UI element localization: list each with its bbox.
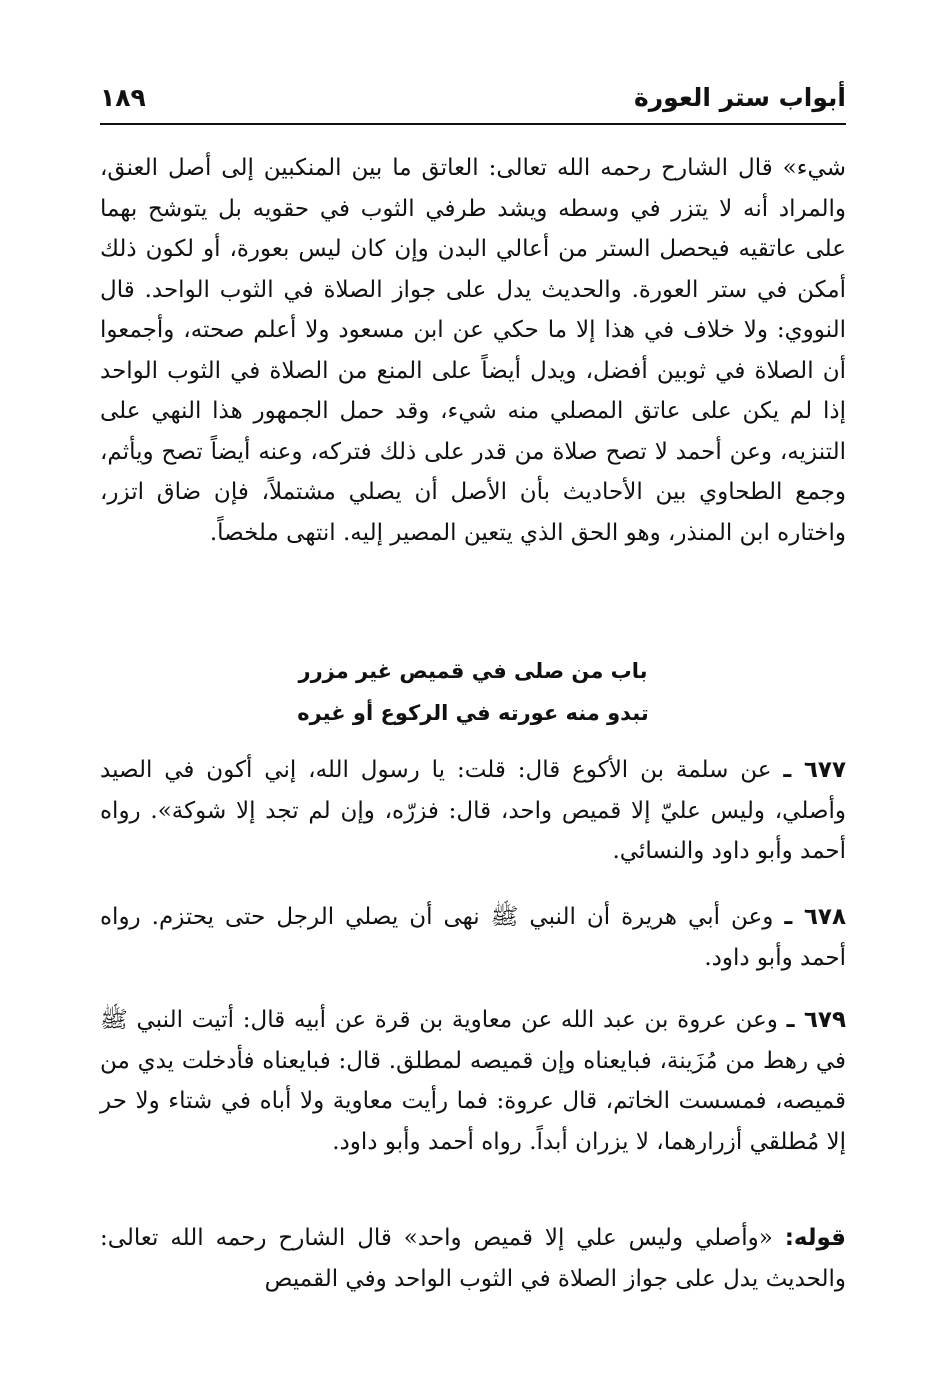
chapter-heading-line-1: باب من صلى في قميص غير مزرر [298,659,648,683]
hadith-677 [100,750,846,872]
hadith-678 [100,897,846,978]
page-number: ١٨٩ [100,83,146,112]
chapter-heading [100,650,846,734]
hadith-number: ٦٧٩ ـ [786,1007,846,1033]
commentary-lead: قوله: [784,1225,846,1251]
hadith-number: ٦٧٧ ـ [783,757,846,783]
commentary-paragraph: شيء» قال الشارح رحمه الله تعالى: العاتق ما بين المنكبين إلى أصل العنق، والمراد أنه لا يتزر في وسطه ويشد طرفي الثوب في حقويه بل يتوشح بهما على عاتقيه فيحصل الستر من أعالي البدن وإن كان ليس بعورة، أو لكون ذلك أمكن في ستر العورة. والحديث يدل على جواز الصلاة في الثوب الواحد. قال النووي: ولا خلاف في هذا إلا ما حكي عن ابن مسعود ولا أعلم صحته، وأجمعوا أن الصلاة في ثوبين أفضل، ويدل أيضاً على المنع من الصلاة في الثوب الواحد إذا لم يكن على عاتق المصلي منه شيء، وقد حمل الجمهور هذا النهي على التنزيه، وعن أحمد لا تصح صلاة من قدر على ذلك فتركه، وعنه أيضاً تصح ويأثم، وجمع الطحاوي بين الأحاديث بأن الأصل أن يصلي مشتملاً، فإن ضاق اتزر، واختاره ابن المنذر، وهو الحق الذي يتعين المصير إليه. انتهى ملخصاً. [100,155,847,546]
chapter-heading-line-2: تبدو منه عورته في الركوع أو غيره [297,701,649,725]
commentary-paragraph-2 [100,1218,846,1299]
header-divider [100,123,846,125]
hadith-text: وعن عروة بن عبد الله عن معاوية بن قرة عن أبيه قال: أتيت النبي ﷺ في رهط من مُزَينة، فبايعناه وإن قميصه لمطلق. قال: فبايعناه فأدخلت يدي من قميصه، فمسست الخاتم، قال عروة: فما رأيت معاوية ولا أباه في شتاء ولا حر إلا مُطلقي أزرارهما، لا يزران أبداً. رواه أحمد وأبو داود. [100,1007,846,1155]
page-header [100,78,846,122]
hadith-text: عن سلمة بن الأكوع قال: قلت: يا رسول الله، إني أكون في الصيد وأصلي، وليس عليّ إلا قميص واحد، قال: فزرّه، وإن لم تجد إلا شوكة». رواه أحمد وأبو داود والنسائي. [100,757,846,864]
commentary-text: «وأصلي وليس علي إلا قميص واحد» قال الشارح رحمه الله تعالى: والحديث يدل على جواز الصلاة في الثوب الواحد وفي القميص [100,1225,846,1292]
hadith-text: وعن أبي هريرة أن النبي ﷺ نهى أن يصلي الرجل حتى يحتزم. رواه أحمد وأبو داود. [100,904,846,971]
running-title: أبواب ستر العورة [634,83,846,112]
hadith-number: ٦٧٨ ـ [784,904,847,930]
hadith-679 [100,1000,846,1162]
